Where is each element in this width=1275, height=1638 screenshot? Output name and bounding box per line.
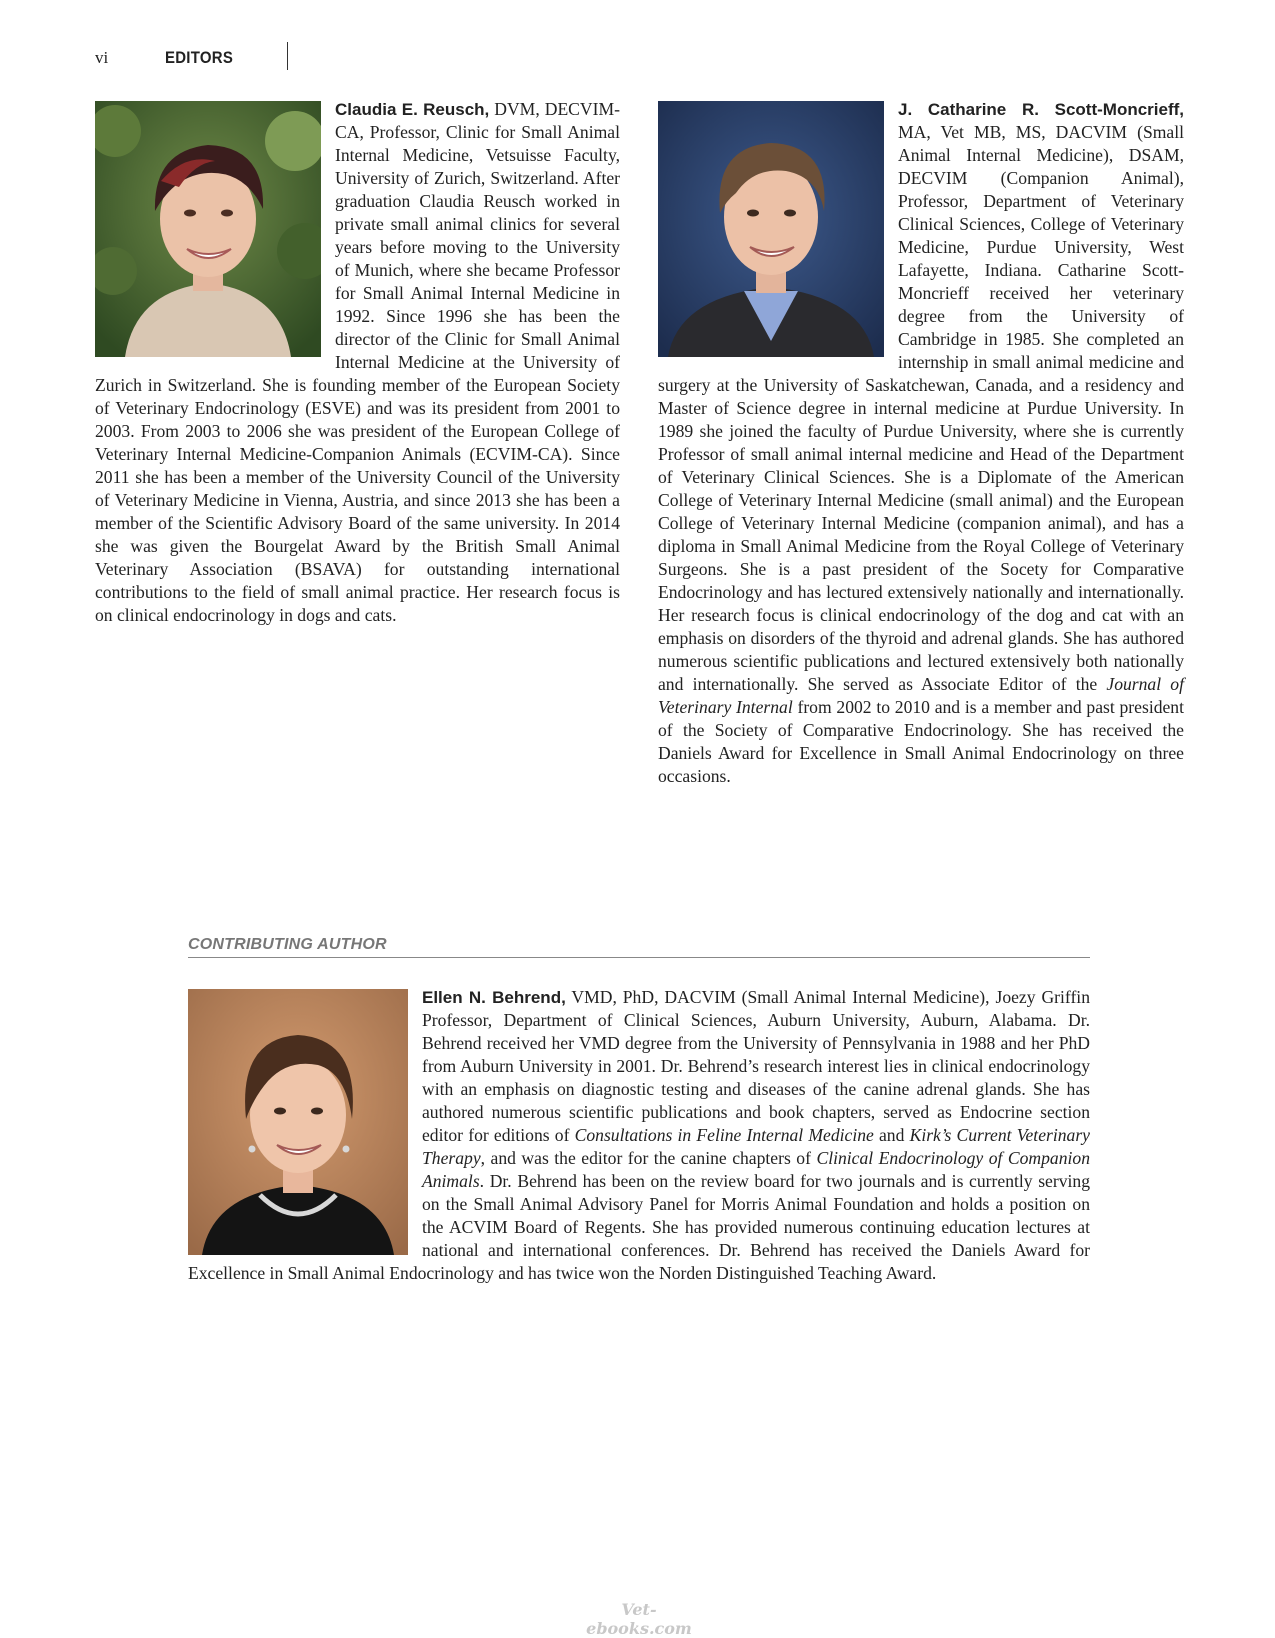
editor-bio-text-continued: from 2002 to 2010 and is a member and past president of the Society of Comparative Endocrinology. She has received the Daniels Award for Excellence in Small Animal Endocrinology on three occasions. bbox=[658, 697, 1184, 786]
page-number: vi bbox=[95, 48, 109, 67]
journal-title: Journal of Veterinary Internal bbox=[658, 674, 1184, 717]
book-title: Clinical Endocrinology of Companion Animals bbox=[422, 1148, 1090, 1191]
contributor-bio-text: , and was the editor for the canine chapters of bbox=[480, 1148, 817, 1168]
conjunction-text: and bbox=[873, 1125, 910, 1145]
section-title: EDITORS bbox=[165, 48, 234, 67]
contributor-bio-text: VMD, PhD, DACVIM (Small Animal Internal Medicine), Joezy Griffin Professor, Department of Clinical Sciences, Auburn University, Auburn, Alabama. Dr. Behrend received her VMD degree from the University of Pennsylvania in 1988 and her PhD from Auburn University in 2001. Dr. Behrend’s research interest lies in clinical endocrinology with an emphasis on diagnostic testing and diseases of the canine adrenal glands. She has authored numerous scientific publications and book chapters, served as Endocrine section editor for editions of bbox=[422, 987, 1090, 1145]
contributor-name: Ellen N. Behrend, bbox=[422, 988, 566, 1007]
page-header bbox=[95, 44, 242, 72]
watermark-logo: Vet-ebooks.com bbox=[586, 1600, 692, 1638]
contributor-bio-text: . Dr. Behrend has been on the review board for two journals and is currently serving on the Small Animal Advisory Panel for Morris Animal Foundation and holds a position on the ACVIM Board of Regents. She has provided numerous continuing education lectures at national and international conferences. Dr. Behrend has received the Daniels Award for Excellence in Small Animal Endocrinology and has twice won the Norden Distinguished Teaching Award. bbox=[188, 1171, 1090, 1283]
editor-photo-scott-moncrieff bbox=[658, 101, 884, 357]
header-divider bbox=[287, 42, 288, 70]
editor-bio-scott-moncrieff bbox=[658, 98, 1184, 788]
editor-name: Claudia E. Reusch, bbox=[335, 100, 490, 119]
editor-bio-reusch bbox=[95, 98, 620, 627]
book-title: Kirk’s Current Veterinary Therapy bbox=[422, 1125, 1090, 1168]
book-title: Consultations in Feline Internal Medicine bbox=[574, 1125, 874, 1145]
contributing-author-heading: CONTRIBUTING AUTHOR bbox=[188, 936, 1090, 958]
editor-bio-text: MA, Vet MB, MS, DACVIM (Small Animal Internal Medicine), DSAM, DECVIM (Companion Animal), Professor, Department of Veterinary Clinical Sciences, College of Veterinary Medicine, Purdue University, West Lafayette, Indiana. Catharine Scott-Moncrieff received her veterinary degree from the University of Cambridge in 1985. She completed an internship in small animal medicine and surgery at the University of Saskatchewan, Canada, and a residency and Master of Science degree in internal medicine at Purdue University. In 1989 she joined the faculty of Purdue University, where she is currently Professor of small animal internal medicine and Head of the Department of Veterinary Clinical Sciences. She is a Diplomate of the American College of Veterinary Internal Medicine (small animal) and the European College of Veterinary Internal Medicine (companion animal), and has a diploma in Small Animal Medicine from the Royal College of Veterinary Surgeons. She is a past president of the Socety for Comparative Endocrinology and has lectured extensively nationally and internationally. Her research focus is clinical endocrinology of the dog and cat with an emphasis on disorders of the thyroid and adrenal glands. She has authored numerous scientific publications and lectured extensively both nationally and internationally. She served as Associate Editor of the bbox=[658, 122, 1184, 694]
editor-bio-text: DVM, DECVIM-CA, Professor, Clinic for Small Animal Internal Medicine, Vetsuisse Faculty, University of Zurich, Switzerland. After graduation Claudia Reusch worked in private small animal clinics for several years before moving to the University of Munich, where she became Professor for Small Animal Internal Medicine in 1992. Since 1996 she has been the director of the Clinic for Small Animal Internal Medicine at the University of Zurich in Switzerland. She is founding member of the European Society of Veterinary Endocrinology (ESVE) and was its president from 2001 to 2003. From 2003 to 2006 she was president of the European College of Veterinary Internal Medicine-Companion Animals (ECVIM-CA). Since 2011 she has been a member of the University Council of the University of Veterinary Medicine in Vienna, Austria, and since 2013 she has been a member of the Scientific Advisory Board of the same university. In 2014 she was given the Bourgelat Award by the British Small Animal Veterinary Association (BSAVA) for outstanding international contributions to the field of small animal practice. Her research focus is on clinical endocrinology in dogs and cats. bbox=[95, 99, 620, 625]
editor-photo-reusch bbox=[95, 101, 321, 357]
contributor-bio-behrend bbox=[188, 986, 1090, 1285]
editor-name: J. Catharine R. Scott-Moncrieff, bbox=[898, 100, 1184, 119]
contributor-photo-behrend bbox=[188, 989, 408, 1255]
